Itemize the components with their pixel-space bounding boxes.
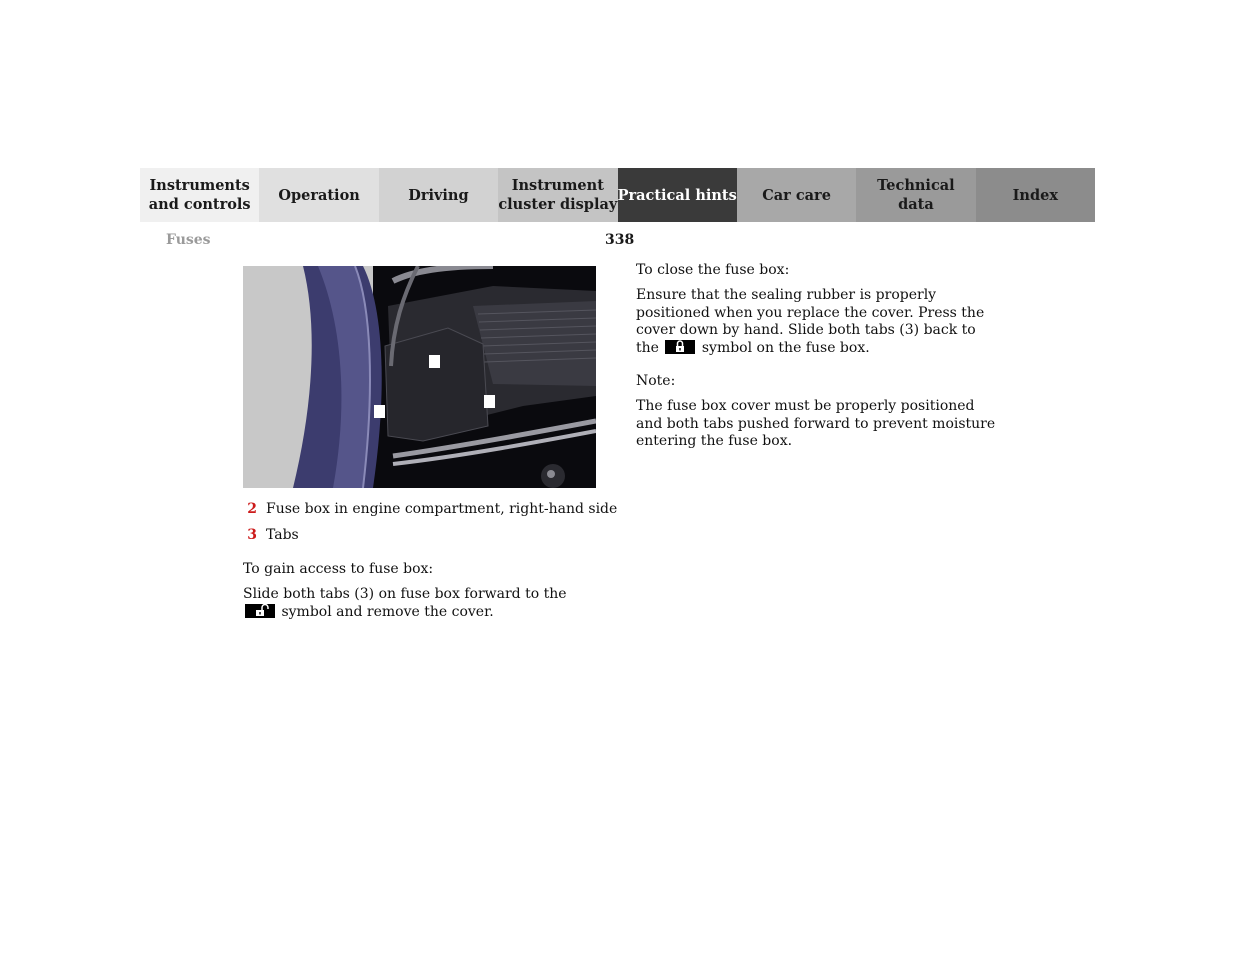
- tab-label: Practical hints: [617, 186, 737, 204]
- caption-number: 2: [247, 501, 257, 517]
- tab-label: Instrument cluster display: [498, 177, 618, 213]
- caption-item: [243, 501, 617, 519]
- instruction-text: symbol on the fuse box.: [701, 339, 870, 356]
- caption-text: Tabs: [266, 527, 299, 543]
- gain-access-heading: To gain access to fuse box:: [243, 561, 434, 577]
- chapter-tab-bar: [140, 168, 1095, 222]
- section-title: Fuses: [166, 232, 211, 248]
- engine-compartment-illustration: [243, 266, 596, 488]
- caption-number: 3: [247, 527, 257, 543]
- locked-padlock-icon: [665, 340, 695, 354]
- note-heading: Note:: [636, 373, 676, 389]
- close-instruction: [636, 287, 996, 357]
- tab-instruments-and-controls[interactable]: [140, 168, 259, 222]
- tab-technical-data[interactable]: [856, 168, 975, 222]
- close-heading: To close the fuse box:: [636, 262, 790, 278]
- tab-label: Driving: [408, 186, 469, 204]
- unlocked-padlock-icon: [245, 604, 275, 618]
- page-number: 338: [605, 232, 635, 248]
- tab-operation[interactable]: [259, 168, 378, 222]
- caption-text: Fuse box in engine compartment, right-hand side: [266, 501, 618, 517]
- instruction-text: Slide both tabs (3) on fuse box forward to the: [243, 586, 567, 602]
- note-text: The fuse box cover must be properly positioned and both tabs pushed forward to prevent moisture entering the fuse box.: [636, 398, 996, 449]
- tab-label: Technical data: [877, 177, 955, 213]
- tab-label: Operation: [278, 186, 360, 204]
- tab-car-care[interactable]: [737, 168, 856, 222]
- caption-item: [243, 527, 299, 545]
- tab-instrument-cluster-display[interactable]: [498, 168, 617, 222]
- instruction-text: symbol and remove the cover.: [281, 603, 494, 620]
- instruction-text: Ensure that the sealing rubber is properly positioned when you replace the cover. Press the cover down by hand. Slide both tabs (3) back to the: [636, 287, 985, 356]
- tab-index[interactable]: [976, 168, 1095, 222]
- tab-label: Index: [1012, 186, 1058, 204]
- tab-label: Instruments and controls: [148, 177, 251, 213]
- tab-practical-hints[interactable]: [618, 168, 737, 222]
- tab-label: Car care: [762, 186, 831, 204]
- gain-access-instruction: [243, 586, 603, 621]
- tab-driving[interactable]: [379, 168, 498, 222]
